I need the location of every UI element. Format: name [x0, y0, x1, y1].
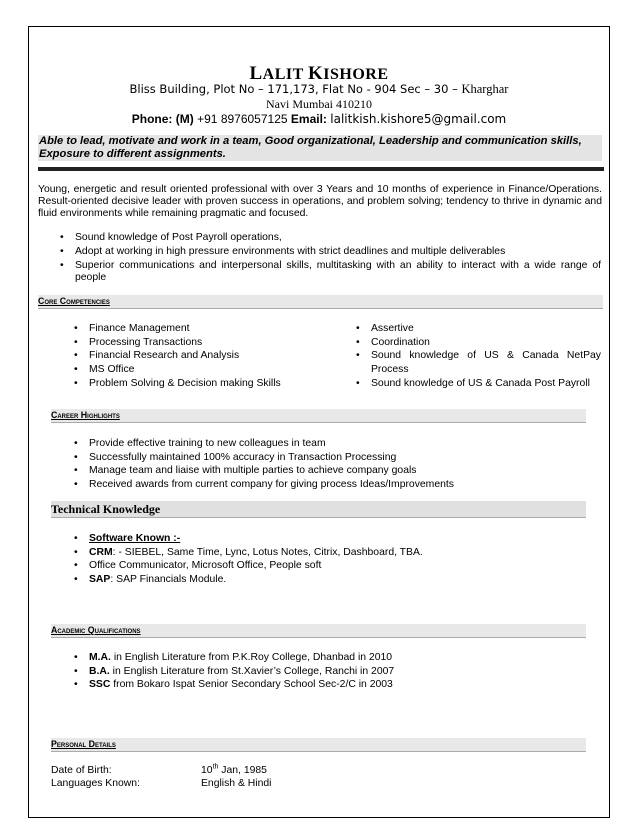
list-item: • Sound knowledge of US & Canada Post Payroll — [356, 377, 590, 389]
list-item: • Superior communications and interpersonal skills, multitasking with an ability to interact with a wide range of people — [60, 259, 601, 284]
list-item: • B.A. in English Literature from St.Xavier’s College, Ranchi in 2007 — [74, 665, 395, 677]
section-header-academic-qualifications: Academic Qualifications — [51, 624, 586, 638]
section-header-core-competencies: Core Competencies — [38, 295, 603, 309]
dob-value: 10th Jan, 1985 — [201, 763, 267, 776]
address-line-1: Bliss Building, Plot No – 171,173, Flat No - 904 Sec – 30 – Kharghar — [129, 82, 509, 96]
languages-label: Languages Known: — [51, 778, 140, 789]
technical-knowledge-list — [74, 532, 589, 587]
list-item: • SSC from Bokaro Ispat Senior Secondary School Sec-2/C in 2003 — [74, 679, 393, 691]
list-item: • Assertive — [356, 323, 414, 334]
list-item: • Adopt at working in high pressure environments with strict deadlines and multiple deliverables — [60, 245, 506, 257]
dob-label: Date of Birth: — [51, 765, 112, 776]
list-item: • Sound knowledge of US & Canada NetPay Process — [356, 350, 601, 376]
core-competencies-left-list — [74, 322, 329, 391]
resume-page — [28, 26, 610, 818]
list-item: • Financial Research and Analysis — [74, 350, 240, 362]
list-item: • CRM: - SIEBEL, Same Time, Lync, Lotus Notes, Citrix, Dashboard, TBA. — [74, 546, 423, 558]
list-item: • Office Communicator, Microsoft Office, People soft — [74, 560, 322, 572]
list-item: • M.A. in English Literature from P.K.Roy College, Dhanbad in 2010 — [74, 652, 393, 663]
list-item: • Successfully maintained 100% accuracy in Transaction Processing — [74, 451, 397, 463]
section-header-career-highlights: Career Highlights — [51, 409, 586, 423]
section-header-personal-details: Personal Details — [51, 738, 586, 752]
list-item: • SAP: SAP Financials Module. — [74, 574, 227, 586]
core-competencies-right-list — [356, 322, 601, 391]
contact-line: Phone: (M) +91 8976057125 Email: lalitkish.kishore5@gmail.com — [131, 112, 507, 126]
languages-value: English & Hindi — [201, 778, 272, 789]
divider — [38, 167, 604, 171]
list-item: • Processing Transactions — [74, 336, 203, 348]
list-item: • Provide effective training to new colleagues in team — [74, 438, 326, 449]
list-item: • Manage team and liaise with multiple parties to achieve company goals — [74, 465, 417, 477]
email-link[interactable]: lalitkish.kishore5@gmail.com — [330, 112, 507, 126]
career-highlights-list — [74, 437, 589, 492]
summary-bullet-list — [60, 232, 601, 286]
list-item: • MS Office — [74, 364, 135, 376]
list-item: • Software Known :- — [74, 533, 181, 544]
list-item: • Problem Solving & Decision making Skills — [74, 377, 281, 389]
address-line-2: Navi Mumbai 410210 — [266, 97, 372, 111]
candidate-name: LALIT KISHORE — [249, 63, 389, 84]
list-item: • Sound knowledge of Post Payroll operations, — [60, 232, 282, 243]
list-item: • Finance Management — [74, 323, 190, 334]
section-header-technical-knowledge: Technical Knowledge — [51, 501, 586, 518]
summary-paragraph: Young, energetic and result oriented professional with over 3 Years and 10 months of experience in Finance/Operations. Result-oriented decisive leader with proven success in operations, and problem solving; tendency to thrive in dynamic and fluid environments while remaining pragmatic and focused. — [38, 184, 602, 220]
academic-qualifications-list — [74, 651, 589, 692]
objective-statement: Able to lead, motivate and work in a team, Good organizational, Leadership and communication skills, Exposure to different assignments. — [38, 135, 602, 161]
list-item: • Received awards from current company for giving process Ideas/Improvements — [74, 479, 454, 491]
list-item: • Coordination — [356, 336, 430, 348]
